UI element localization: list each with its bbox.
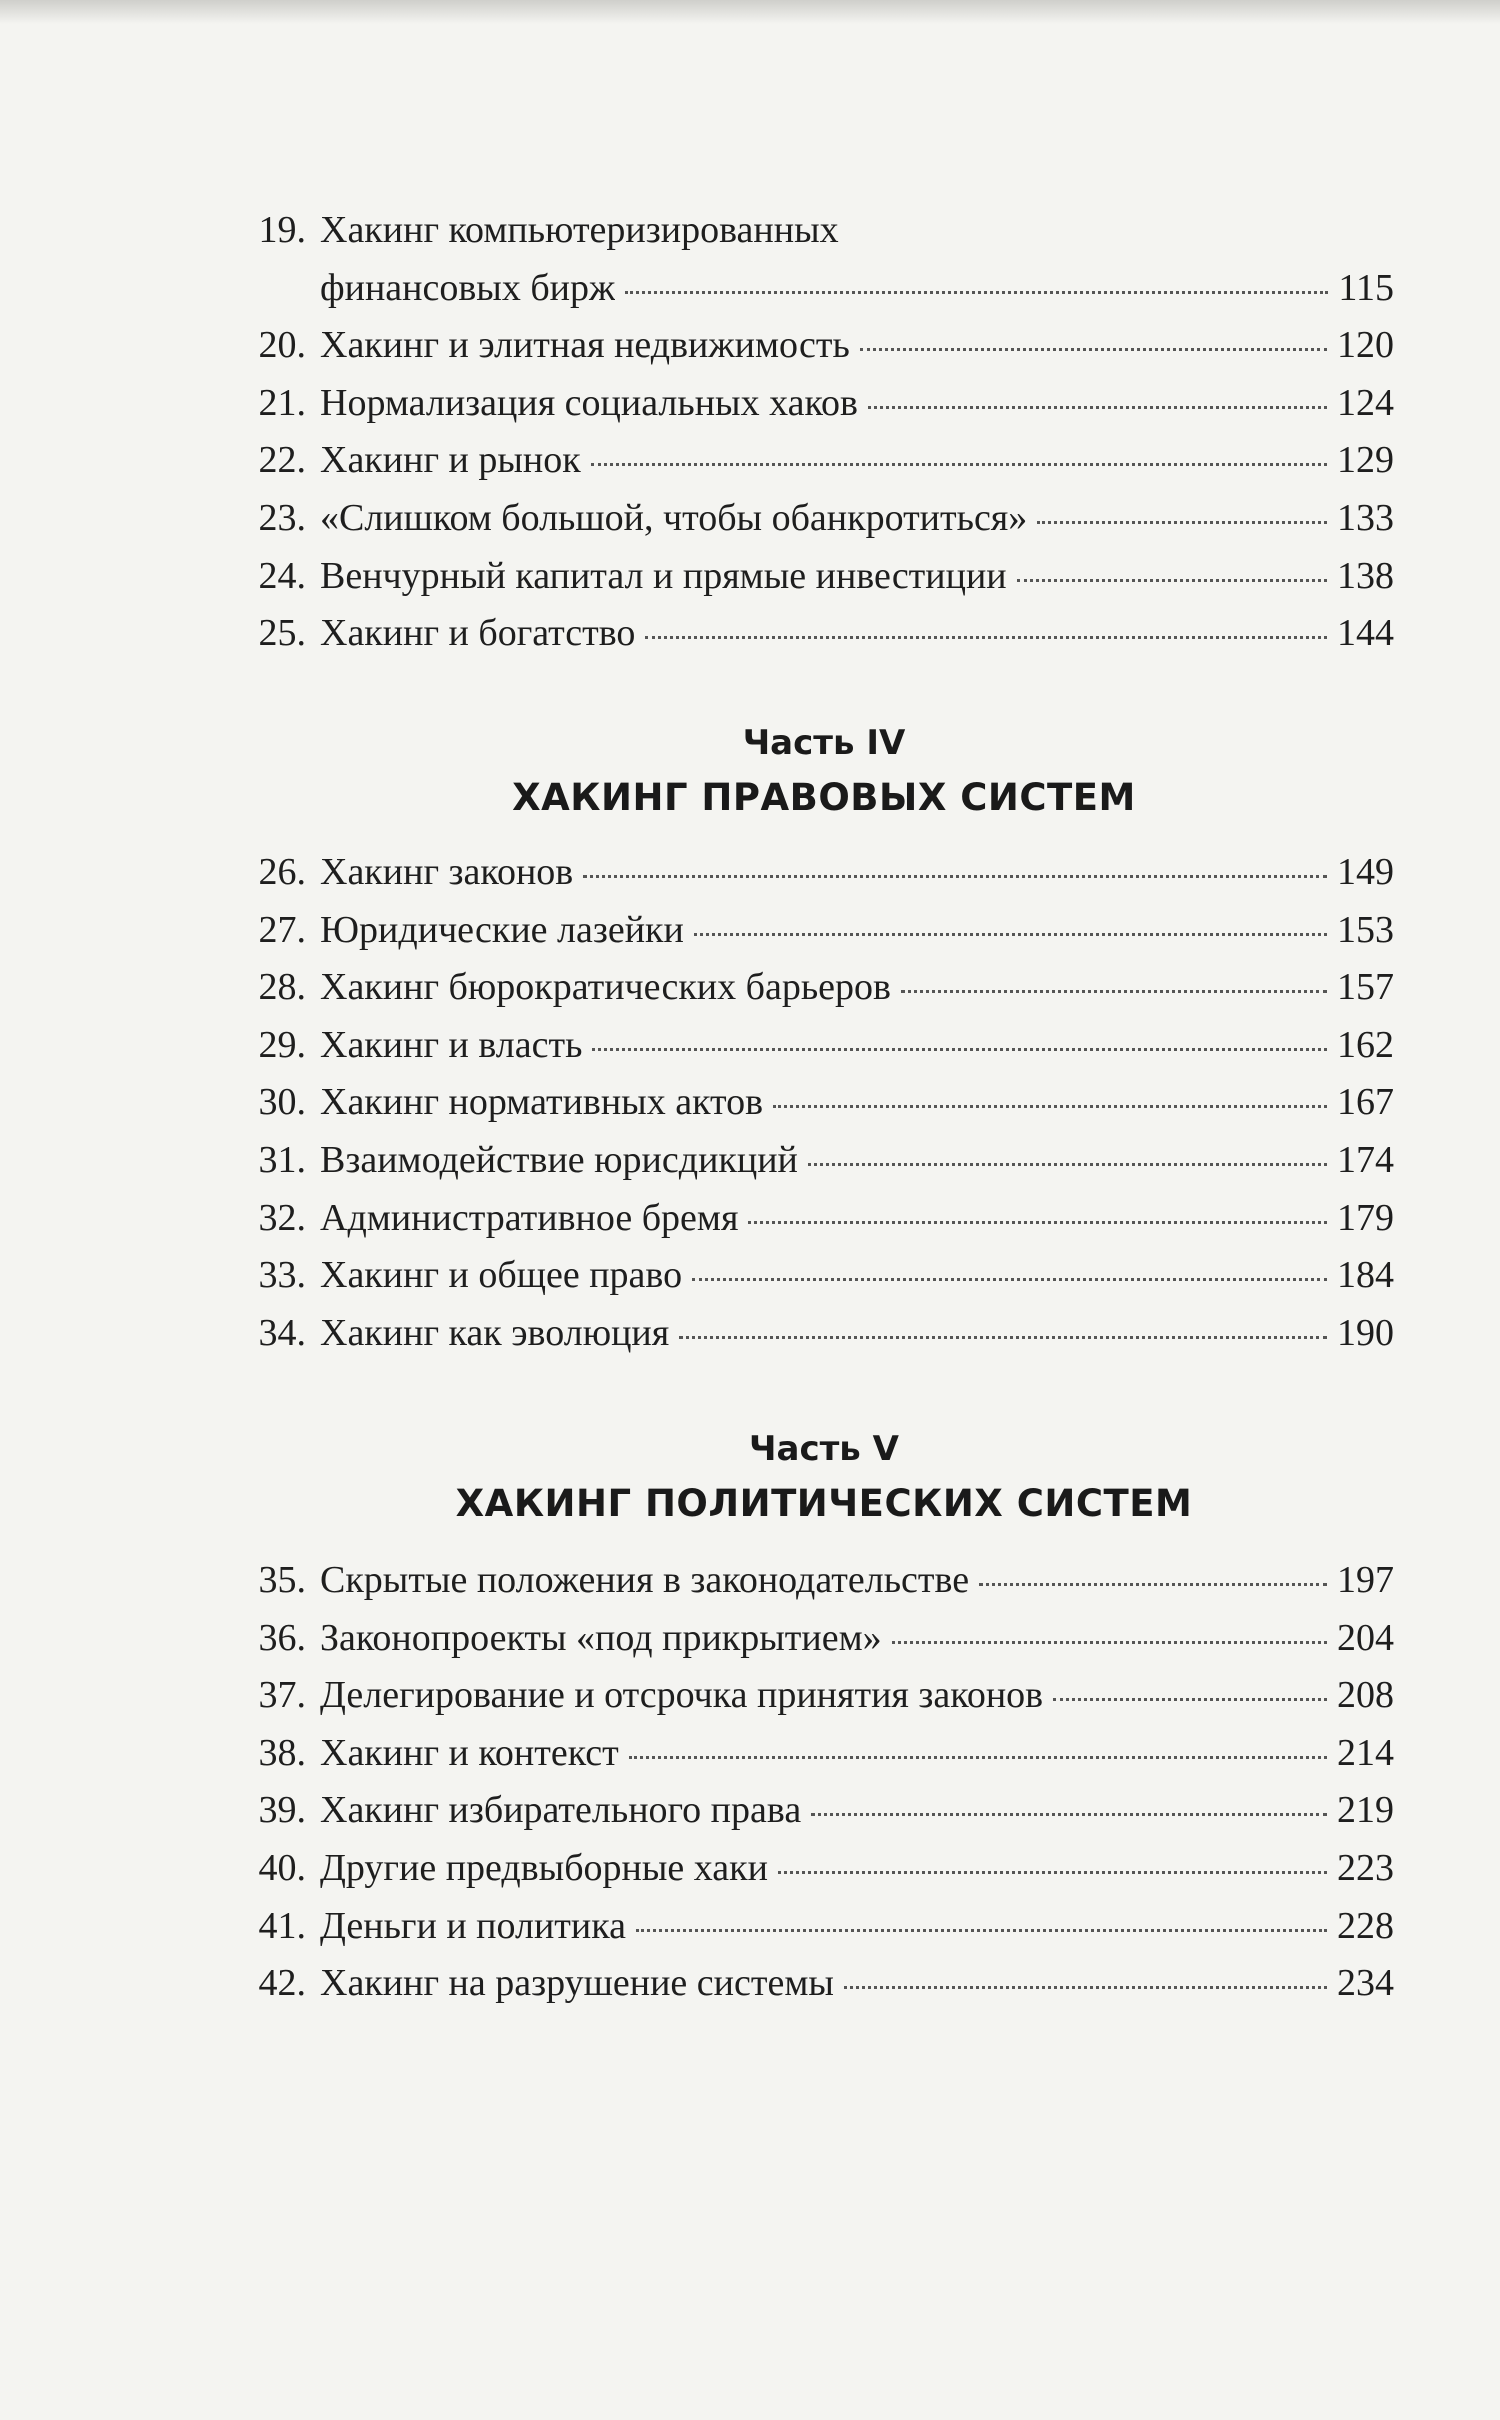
- dot-leader: [692, 1278, 1327, 1281]
- entry-title: Деньги и политика: [320, 1904, 627, 1947]
- entry-title: Хакинг и богатство: [320, 612, 636, 655]
- toc-entry: [214, 959, 1394, 1017]
- dot-leader: [629, 1756, 1327, 1759]
- entry-title: Хакинг избирательного права: [320, 1789, 802, 1832]
- entry-number: 31.: [258, 1138, 306, 1181]
- toc-entry: [214, 1190, 1394, 1248]
- entry-title: Другие предвыборные хаки: [320, 1846, 768, 1889]
- entry-number: 32.: [258, 1196, 306, 1239]
- dot-leader: [679, 1336, 1327, 1339]
- entry-title: Хакинг нормативных актов: [320, 1081, 764, 1124]
- entry-title: Хакинг законов: [320, 851, 574, 893]
- entry-page-number: 219: [1337, 1789, 1394, 1832]
- entry-title: Хакинг на разрушение системы: [320, 1962, 834, 2005]
- entry-page-number: 124: [1337, 381, 1394, 424]
- toc-block-part3-continued: [214, 202, 1394, 663]
- dot-leader: [1037, 521, 1327, 524]
- entry-page-number: 167: [1337, 1081, 1394, 1124]
- entry-title: Делегирование и отсрочка принятия законов: [320, 1674, 1044, 1717]
- entry-page-number: 120: [1337, 324, 1394, 367]
- toc-entry: [214, 1132, 1394, 1190]
- entry-title: Хакинг и элитная недвижимость: [320, 324, 850, 367]
- entry-page-number: 179: [1337, 1196, 1394, 1239]
- toc-entry: [214, 1725, 1394, 1783]
- entry-number: 33.: [258, 1254, 306, 1297]
- part-title: ХАКИНГ ПРАВОВЫХ СИСТЕМ: [512, 776, 1136, 819]
- dot-leader: [811, 1813, 1327, 1816]
- dot-leader: [636, 1929, 1327, 1932]
- entry-number: 41.: [258, 1904, 306, 1947]
- entry-title: Хакинг компьютеризированных: [320, 209, 839, 251]
- dot-leader: [592, 1048, 1327, 1051]
- entry-title: Хакинг и рынок: [320, 439, 581, 482]
- toc-entry: [214, 317, 1394, 375]
- entry-title: Скрытые положения в законодательстве: [320, 1559, 970, 1601]
- entry-page-number: 153: [1337, 908, 1394, 951]
- dot-leader: [748, 1221, 1327, 1224]
- dot-leader: [1017, 579, 1327, 582]
- dot-leader: [778, 1871, 1327, 1874]
- toc-entry: [214, 902, 1394, 960]
- entry-number: 42.: [258, 1962, 306, 2005]
- entry-title: Юридические лазейки: [320, 908, 684, 951]
- part-label: Часть V: [749, 1429, 899, 1469]
- dot-leader: [773, 1105, 1327, 1108]
- entry-title: Нормализация социальных хаков: [320, 381, 858, 424]
- entry-page-number: 184: [1337, 1254, 1394, 1297]
- entry-number: 30.: [258, 1081, 306, 1124]
- entry-number: 28.: [258, 966, 306, 1009]
- entry-page-number: 138: [1337, 554, 1394, 597]
- entry-page-number: 133: [1337, 496, 1394, 539]
- entry-number: 39.: [258, 1789, 306, 1832]
- entry-title: Хакинг как эволюция: [320, 1311, 670, 1354]
- dot-leader: [979, 1583, 1327, 1586]
- entry-title: Хакинг и власть: [320, 1023, 583, 1066]
- entry-title: Хакинг бюрократических барьеров: [320, 966, 891, 1009]
- part-label: Часть IV: [742, 723, 906, 763]
- entry-page-number: 234: [1337, 1962, 1394, 2005]
- dot-leader: [694, 933, 1327, 936]
- entry-title: Венчурный капитал и прямые инвестиции: [320, 554, 1007, 597]
- entry-number: 40.: [258, 1846, 306, 1889]
- entry-page-number: 197: [1337, 1559, 1394, 1601]
- dot-leader: [860, 348, 1327, 351]
- entry-number: 25.: [258, 612, 306, 655]
- entry-number: 20.: [258, 324, 306, 367]
- toc-entry: [214, 1667, 1394, 1725]
- toc-entry: [214, 605, 1394, 663]
- entry-title: «Слишком большой, чтобы обанкротиться»: [320, 496, 1028, 539]
- entry-number: 26.: [258, 851, 306, 893]
- toc-entry: [214, 1247, 1394, 1305]
- dot-leader: [625, 291, 1328, 294]
- dot-leader: [868, 406, 1327, 409]
- entry-title: Хакинг и общее право: [320, 1254, 683, 1297]
- entry-page-number: 162: [1337, 1023, 1394, 1066]
- dot-leader: [808, 1163, 1327, 1166]
- entry-number: 24.: [258, 554, 306, 597]
- entry-title: Законопроекты «под прикрытием»: [320, 1616, 882, 1659]
- toc-entry: [214, 548, 1394, 606]
- dot-leader: [1053, 1698, 1327, 1701]
- entry-title: Взаимодействие юрисдикций: [320, 1138, 798, 1181]
- entry-page-number: 115: [1338, 266, 1394, 309]
- toc-entry: [214, 1074, 1394, 1132]
- entry-page-number: 190: [1337, 1311, 1394, 1354]
- entry-page-number: 214: [1337, 1731, 1394, 1774]
- entry-page-number: 228: [1337, 1904, 1394, 1947]
- entry-number: 35.: [258, 1559, 306, 1601]
- entry-number: 27.: [258, 908, 306, 951]
- entry-page-number: 204: [1337, 1616, 1394, 1659]
- entry-page-number: 157: [1337, 966, 1394, 1009]
- toc-entry: [214, 1898, 1394, 1956]
- entry-page-number: 223: [1337, 1846, 1394, 1889]
- entry-number: 29.: [258, 1023, 306, 1066]
- part-title: ХАКИНГ ПОЛИТИЧЕСКИХ СИСТЕМ: [455, 1482, 1193, 1525]
- toc-block-part5: [214, 1552, 1394, 2013]
- toc-entry: [214, 1017, 1394, 1075]
- dot-leader: [892, 1641, 1327, 1644]
- entry-number: 22.: [258, 439, 306, 482]
- toc-entry: [214, 1840, 1394, 1898]
- toc-entry: [214, 1782, 1394, 1840]
- entry-number: 21.: [258, 381, 306, 424]
- toc-entry-continuation: [214, 260, 1394, 318]
- toc-entry: [214, 375, 1394, 433]
- dot-leader: [645, 636, 1327, 639]
- toc-entry: [214, 1305, 1394, 1363]
- part-heading: [214, 716, 1394, 826]
- entry-page-number: 144: [1337, 612, 1394, 655]
- toc-entry: [214, 1552, 1394, 1610]
- toc-entry: [214, 1955, 1394, 2013]
- entry-page-number: 208: [1337, 1674, 1394, 1717]
- entry-title: финансовых бирж: [320, 266, 616, 309]
- dot-leader: [591, 463, 1327, 466]
- entry-page-number: 174: [1337, 1138, 1394, 1181]
- toc-block-part4: [214, 844, 1394, 1362]
- entry-title: Административное бремя: [320, 1196, 739, 1239]
- entry-page-number: 149: [1337, 851, 1394, 893]
- dot-leader: [844, 1986, 1327, 1989]
- entry-number: 34.: [258, 1311, 306, 1354]
- entry-number: 36.: [258, 1616, 306, 1659]
- entry-number: 38.: [258, 1731, 306, 1774]
- part-heading: [214, 1422, 1394, 1532]
- dot-leader: [901, 990, 1327, 993]
- dot-leader: [583, 875, 1327, 878]
- toc-entry: [214, 844, 1394, 902]
- toc-entry: [214, 1610, 1394, 1668]
- toc-entry: [214, 432, 1394, 490]
- entry-number: 19.: [258, 209, 306, 251]
- toc-entry: [214, 202, 1394, 260]
- entry-number: 37.: [258, 1674, 306, 1717]
- entry-page-number: 129: [1337, 439, 1394, 482]
- entry-number: 23.: [258, 496, 306, 539]
- entry-title: Хакинг и контекст: [320, 1731, 619, 1774]
- toc-entry: [214, 490, 1394, 548]
